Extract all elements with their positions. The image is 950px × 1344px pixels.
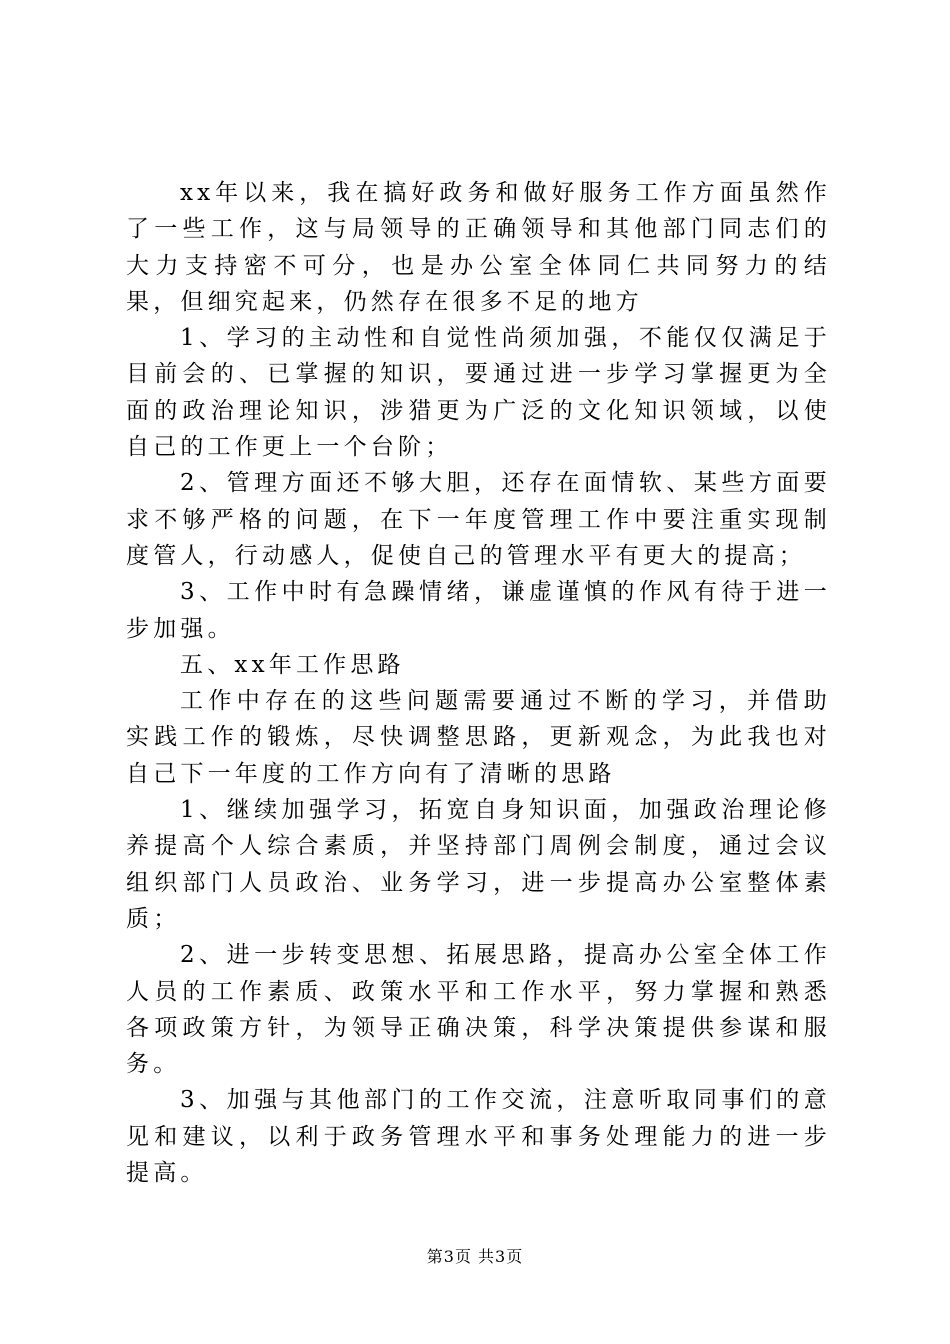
paragraph-shortcoming-2: 2、管理方面还不够大胆，还存在面情软、某些方面要求不够严格的问题，在下一年度管理工作中要注重实现制度管人，行动感人，促使自己的管理水平有更大的提高；: [126, 470, 831, 569]
paragraph-plan-1: 1、继续加强学习，拓宽自身知识面，加强政治理论修养提高个人综合素质，并坚持部门周例会制度，通过会议组织部门人员政治、业务学习，进一步提高办公室整体素质；: [126, 797, 831, 932]
paragraph-plan-2: 2、进一步转变思想、拓展思路，提高办公室全体工作人员的工作素质、政策水平和工作水平，努力掌握和熟悉各项政策方针，为领导正确决策，科学决策提供参谋和服务。: [126, 942, 831, 1078]
paragraph-shortcoming-3: 3、工作中时有急躁情绪，谦虚谨慎的作风有待于进一步加强。: [126, 579, 831, 642]
paragraph-plan-3: 3、加强与其他部门的工作交流，注意听取同事们的意见和建议，以利于政务管理水平和事务处理能力的进一步提高。: [126, 1087, 831, 1187]
paragraph-intro: xx年以来，我在搞好政务和做好服务工作方面虽然作了一些工作，这与局领导的正确领导和其他部门同志们的大力支持密不可分，也是办公室全体同仁共同努力的结果，但细究起来，仍然存在很多不足的地方: [126, 180, 831, 315]
document-body: [126, 175, 831, 1191]
section-heading: 五、xx年工作思路: [180, 651, 405, 678]
paragraph-plan-intro: 工作中存在的这些问题需要通过不断的学习，并借助实践工作的锻炼，尽快调整思路，更新观念，为此我也对自己下一年度的工作方向有了清晰的思路: [126, 688, 831, 787]
page-footer: 第3页 共3页: [426, 1247, 524, 1266]
paragraph-shortcoming-1: 1、学习的主动性和自觉性尚须加强，不能仅仅满足于目前会的、已掌握的知识，要通过进一步学习掌握更为全面的政治理论知识，涉猎更为广泛的文化知识领域，以使自己的工作更上一个台阶；: [126, 325, 831, 461]
